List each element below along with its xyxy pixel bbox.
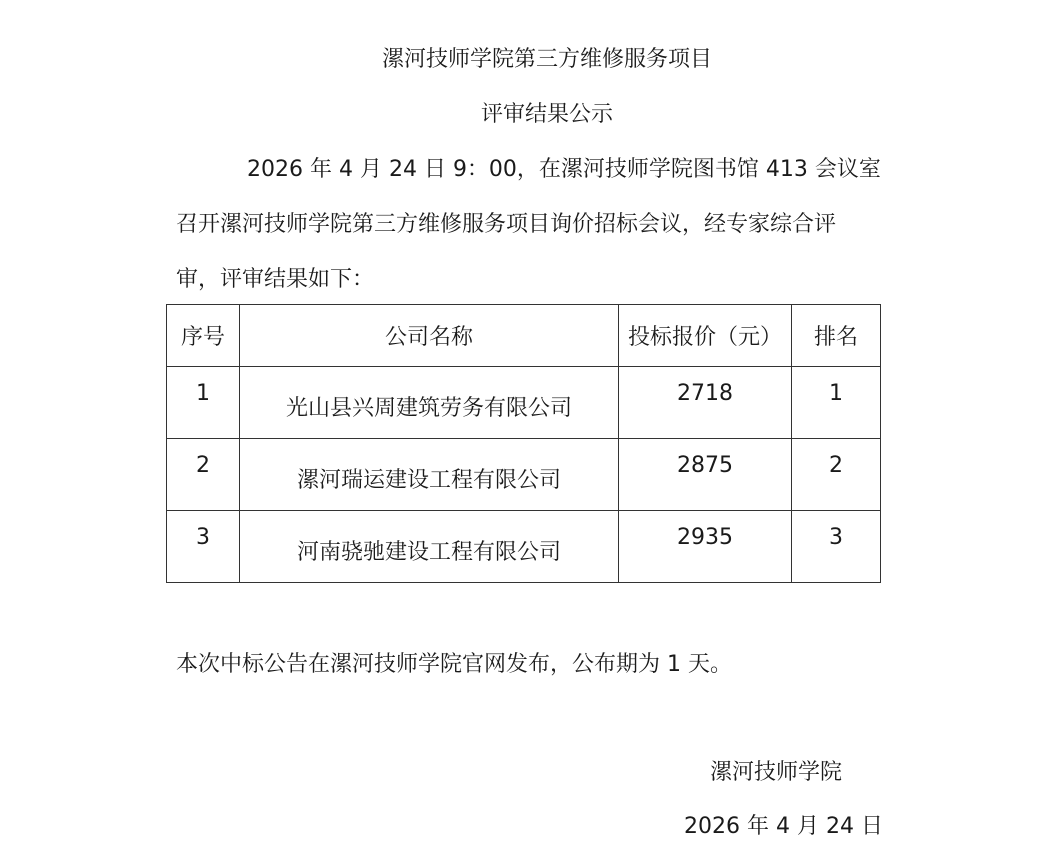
table-row xyxy=(167,511,881,583)
cell-price: 2875 xyxy=(619,439,792,511)
body-paragraph-line-1: 2026 年 4 月 24 日 9：00，在漯河技师学院图书馆 413 会议室 xyxy=(247,157,881,182)
document-title: 漯河技师学院第三方维修服务项目 xyxy=(381,47,712,72)
table-row xyxy=(167,367,881,439)
body-paragraph-line-2: 召开漯河技师学院第三方维修服务项目询价招标会议，经专家综合评 xyxy=(176,212,837,237)
cell-rank: 2 xyxy=(792,439,881,511)
cell-rank: 3 xyxy=(792,511,881,583)
cell-index: 2 xyxy=(167,439,240,511)
document-subtitle: 评审结果公示 xyxy=(480,102,613,127)
header-company: 公司名称 xyxy=(240,305,619,367)
table-header-row xyxy=(167,305,881,367)
cell-company: 河南骁驰建设工程有限公司 xyxy=(240,511,619,583)
header-price: 投标报价（元） xyxy=(619,305,792,367)
header-index: 序号 xyxy=(167,305,240,367)
header-rank: 排名 xyxy=(792,305,881,367)
results-table xyxy=(166,304,881,583)
signature-org: 漯河技师学院 xyxy=(710,760,843,785)
cell-price: 2718 xyxy=(619,367,792,439)
cell-price: 2935 xyxy=(619,511,792,583)
cell-rank: 1 xyxy=(792,367,881,439)
cell-company: 漯河瑞运建设工程有限公司 xyxy=(240,439,619,511)
cell-index: 1 xyxy=(167,367,240,439)
signature-date: 2026 年 4 月 24 日 xyxy=(684,814,883,839)
cell-index: 3 xyxy=(167,511,240,583)
body-paragraph-line-3: 审，评审结果如下： xyxy=(176,267,375,292)
cell-company: 光山县兴周建筑劳务有限公司 xyxy=(240,367,619,439)
notice-text: 本次中标公告在漯河技师学院官网发布，公布期为 1 天。 xyxy=(176,652,732,677)
table-row xyxy=(167,439,881,511)
